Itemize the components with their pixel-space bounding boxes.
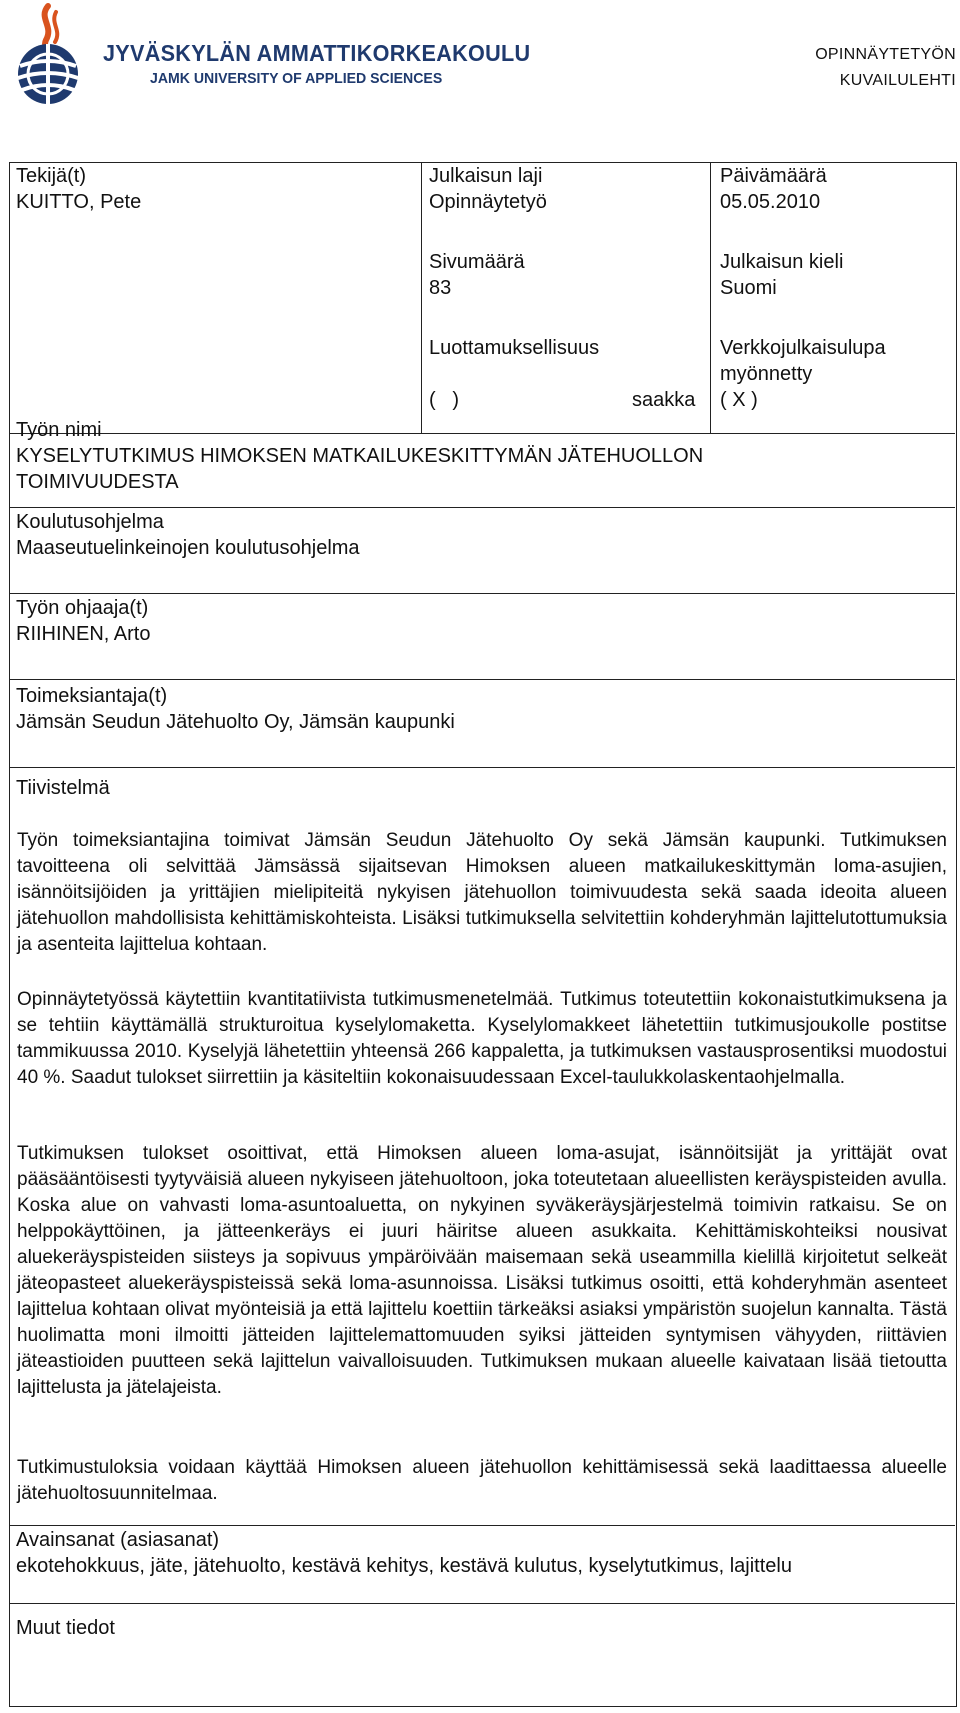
title-line-2: TOIMIVUUDESTA [16, 471, 179, 493]
document-type-line-2: KUVAILULEHTI [839, 72, 956, 89]
column-divider-1 [421, 163, 422, 433]
title-label: Työn nimi [16, 419, 102, 441]
programme-label: Koulutusohjelma [16, 511, 164, 533]
date-value: 05.05.2010 [720, 191, 821, 213]
abstract-paragraph-2: Opinnäytetyössä käytettiin kvantitatiivista tutkimusmenetelmää. Tutkimus toteutettiin kokonaistutkimuksena ja se tehtiin käyttämällä strukturoitua kyselylomaketta. Kyselylomakkeet lähetettiin tutkimusjoukolle postitse tammikuussa 2010. Kyselyjä lähetettiin yhteensä 266 kappaletta, ja tutkimuksen vastausprosentiksi muodostui 40 %. Saadut tulokset siirrettiin ja käsiteltiin kokonaisuudessaan Excel-taulukkolaskentaohjelmalla. [17, 989, 947, 1088]
row-divider-keywords [10, 1525, 955, 1526]
title-line-1: KYSELYTUTKIMUS HIMOKSEN MATKAILUKESKITTYMÄN JÄTEHUOLLON [16, 445, 704, 467]
abstract-paragraph-3: Tutkimuksen tulokset osoittivat, että Himoksen alueen loma-asujat, isännöitsijät ja yrittäjät ovat pääsääntöisesti tyytyväisiä alueen nykyiseen jätehuoltoon, joka toteutetaan alueellisten keräyspisteiden avulla. Koska alue on vahvasti loma-asuntoaluetta, on nykyinen syväkeräysjärjestelmä toimivin ratkaisu. Se on helppokäyttöinen, ja jätteenkeräys ei juuri häiritse alueen asukkaita. Kehittämiskohteiksi nousivat aluekeräyspisteiden siisteys ja sopivuus ympäröivään maisemaan sekä useammilla kielillä kirjoitetut selkeät jäteopasteet aluekeräyspisteissä sekä loma-asunnoissa. Lisäksi tutkimus osoitti, että kohderyhmän asenteet lajittelua kohtaan olivat myönteisiä ja että lajittelu koettiin tärkeäksi asiaksi ympäristön suojelun kannalta. Tästä huolimatta moni ilmoitti jätteiden lajittelemattomuuden syiksi jätteiden syntymisen vähyyden, riittävien jäteastioiden puutteen sekä lajittelun vaivalloisuuden. Tutkimuksen mukaan alueelle kaivataan lisää tietoutta lajittelusta ja jätelajeista. [17, 1143, 947, 1398]
publication-type-value: Opinnäytetyö [429, 191, 547, 213]
confidentiality-until: saakka [632, 389, 696, 411]
online-permission-label-1: Verkkojulkaisulupa [720, 337, 886, 359]
confidentiality-checkbox[interactable]: ( ) [429, 389, 459, 411]
author-label: Tekijä(t) [16, 165, 87, 187]
logo-name: JYVÄSKYLÄN AMMATTIKORKEAKOULU [103, 40, 531, 66]
document-type [815, 42, 956, 94]
commissioner-value: Jämsän Seudun Jätehuolto Oy, Jämsän kaupunki [16, 711, 455, 733]
pages-label: Sivumäärä [429, 251, 525, 273]
supervisor-value: RIIHINEN, Arto [16, 623, 151, 645]
jamk-logo-icon [8, 2, 88, 108]
keywords-value: ekotehokkuus, jäte, jätehuolto, kestävä kehitys, kestävä kulutus, kyselytutkimus, lajittelu [16, 1555, 792, 1577]
row-divider-commissioner [10, 679, 955, 680]
document-type-line-1: OPINNÄYTETYÖN [815, 46, 956, 63]
row-divider-title [10, 433, 955, 434]
online-permission-checkbox[interactable]: ( X ) [720, 389, 758, 411]
pages-value: 83 [429, 277, 452, 299]
abstract-label: Tiivistelmä [16, 777, 110, 799]
language-value: Suomi [720, 277, 777, 299]
publication-type-label: Julkaisun laji [429, 165, 543, 187]
other-info-label: Muut tiedot [16, 1617, 115, 1639]
row-divider-other [10, 1603, 955, 1604]
row-divider-programme [10, 507, 955, 508]
online-permission-label-2: myönnetty [720, 363, 813, 385]
row-divider-supervisor [10, 593, 955, 594]
author-value: KUITTO, Pete [16, 191, 142, 213]
programme-value: Maaseutuelinkeinojen koulutusohjelma [16, 537, 360, 559]
supervisor-label: Työn ohjaaja(t) [16, 597, 149, 619]
keywords-label: Avainsanat (asiasanat) [16, 1529, 220, 1551]
date-label: Päivämäärä [720, 165, 827, 187]
language-label: Julkaisun kieli [720, 251, 844, 273]
page-header [0, 0, 960, 150]
commissioner-label: Toimeksiantaja(t) [16, 685, 168, 707]
column-divider-2 [710, 163, 711, 433]
confidentiality-label: Luottamuksellisuus [429, 337, 600, 359]
description-form [9, 162, 957, 1707]
abstract-paragraph-1: Työn toimeksiantajina toimivat Jämsän Seudun Jätehuolto Oy sekä Jämsän kaupunki. Tutkimuksen tavoitteena oli selvittää Jämsässä sijaitsevan Himoksen alueen matkailukeskittymän loma-asujien, isännöitsijöiden ja yrittäjien mielipiteitä nykyisen jätehuollon toimivuudesta sekä saada ideoita alueen jätehuollon mahdollisista kehittämiskohteista. Lisäksi tutkimuksella selvitettiin kohderyhmän lajittelutottumuksia ja asenteita lajittelua kohtaan. [17, 830, 947, 955]
row-divider-abstract [10, 767, 955, 768]
logo-subtitle: JAMK UNIVERSITY OF APPLIED SCIENCES [150, 70, 443, 87]
abstract-paragraph-4: Tutkimustuloksia voidaan käyttää Himoksen alueen jätehuollon kehittämisessä sekä laadittaessa alueelle jätehuoltosuunnitelmaa. [17, 1457, 947, 1504]
